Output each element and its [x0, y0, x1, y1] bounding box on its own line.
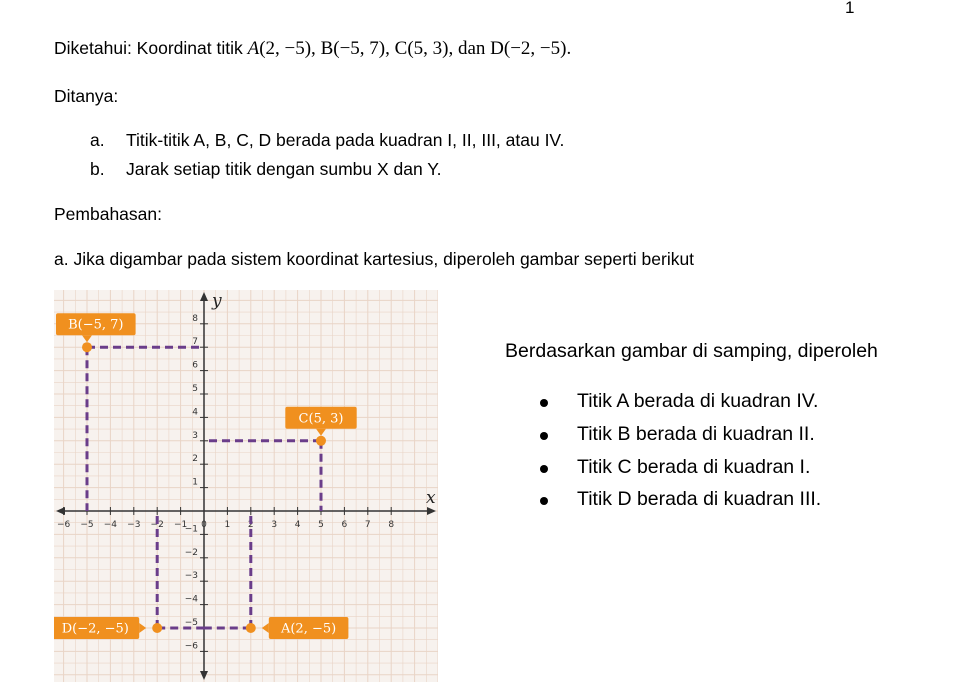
y-tick-label: 1 — [192, 477, 198, 488]
x-tick-label: 1 — [224, 520, 231, 530]
asked-item-letter: b. — [90, 159, 105, 179]
x-tick-label: −5 — [80, 520, 94, 530]
asked-item — [0, 130, 960, 154]
x-tick-label: 0 — [201, 520, 207, 530]
y-tick-label: −3 — [184, 571, 198, 582]
point-c-expression: C(5, 3), — [394, 38, 458, 59]
bullet-dot-icon — [540, 399, 548, 407]
point-d-expression: D(−2, −5). — [490, 38, 572, 59]
x-tick-label: −2 — [150, 520, 164, 530]
x-tick-label: −3 — [127, 520, 141, 530]
y-tick-label: −4 — [184, 594, 198, 605]
data-point — [316, 436, 326, 446]
asked-label: Ditanya: — [54, 86, 119, 106]
discussion-label: Pembahasan: — [54, 204, 162, 224]
result-bullet-text: Titik A berada di kuadran IV. — [577, 390, 819, 412]
page-number: 1 — [845, 0, 855, 17]
point-a-expression: A(2, −5), — [247, 38, 321, 59]
given-label: Diketahui: Koordinat titik — [54, 38, 248, 58]
data-point — [246, 623, 256, 633]
x-tick-label: −6 — [56, 520, 71, 530]
result-bullet-text: Titik D berada di kuadran III. — [577, 488, 822, 510]
y-tick-label: 8 — [192, 313, 198, 324]
point-label-text: C(5, 3) — [298, 411, 344, 427]
data-point — [82, 342, 92, 352]
x-tick-label: −4 — [103, 520, 118, 530]
y-tick-label: −2 — [184, 547, 198, 558]
asked-item — [0, 159, 960, 183]
given-line — [54, 38, 571, 60]
asked-item-text: Titik-titik A, B, C, D berada pada kuadran I, II, III, atau IV. — [126, 130, 565, 150]
y-tick-label: 3 — [192, 430, 198, 441]
x-tick-label: 2 — [247, 520, 254, 530]
y-tick-label: 6 — [192, 360, 198, 371]
y-tick-label: −1 — [184, 524, 198, 535]
y-tick-label: −5 — [184, 618, 198, 628]
result-intro: Berdasarkan gambar di samping, diperoleh — [505, 340, 878, 362]
bullet-dot-icon — [540, 465, 548, 473]
y-tick-label: 5 — [192, 384, 198, 394]
y-tick-label: 4 — [192, 407, 198, 418]
x-axis-label: x — [426, 488, 436, 508]
result-bullet-text: Titik B berada di kuadran II. — [577, 423, 815, 445]
asked-item-text: Jarak setiap titik dengan sumbu X dan Y. — [126, 159, 442, 179]
result-bullet-text: Titik C berada di kuadran I. — [577, 456, 811, 478]
point-label-text: B(−5, 7) — [68, 317, 124, 333]
x-tick-label: 7 — [364, 520, 371, 530]
cartesian-plane — [54, 290, 438, 682]
point-b-expression: B(−5, 7), — [320, 38, 395, 59]
bullet-dot-icon — [540, 432, 548, 440]
point-label-text: A(2, −5) — [280, 621, 337, 637]
y-tick-label: −6 — [184, 641, 198, 652]
x-tick-label: −1 — [173, 520, 188, 530]
x-tick-label: 6 — [341, 520, 348, 530]
conjunction: dan — [457, 38, 491, 59]
x-tick-label: 3 — [271, 520, 278, 530]
y-tick-label: 7 — [192, 337, 198, 348]
point-label-text: D(−2, −5) — [61, 621, 129, 637]
x-tick-label: 8 — [388, 520, 395, 530]
data-point — [152, 623, 162, 633]
x-tick-label: 5 — [318, 520, 324, 530]
asked-item-letter: a. — [90, 130, 105, 150]
y-axis-label: y — [212, 291, 222, 311]
bullet-dot-icon — [540, 497, 548, 505]
y-tick-label: 2 — [192, 454, 198, 465]
coordinate-chart — [54, 290, 438, 682]
x-tick-label: 4 — [294, 520, 301, 530]
part-a-text: a. Jika digambar pada sistem koordinat kartesius, diperoleh gambar seperti berikut — [54, 249, 695, 269]
